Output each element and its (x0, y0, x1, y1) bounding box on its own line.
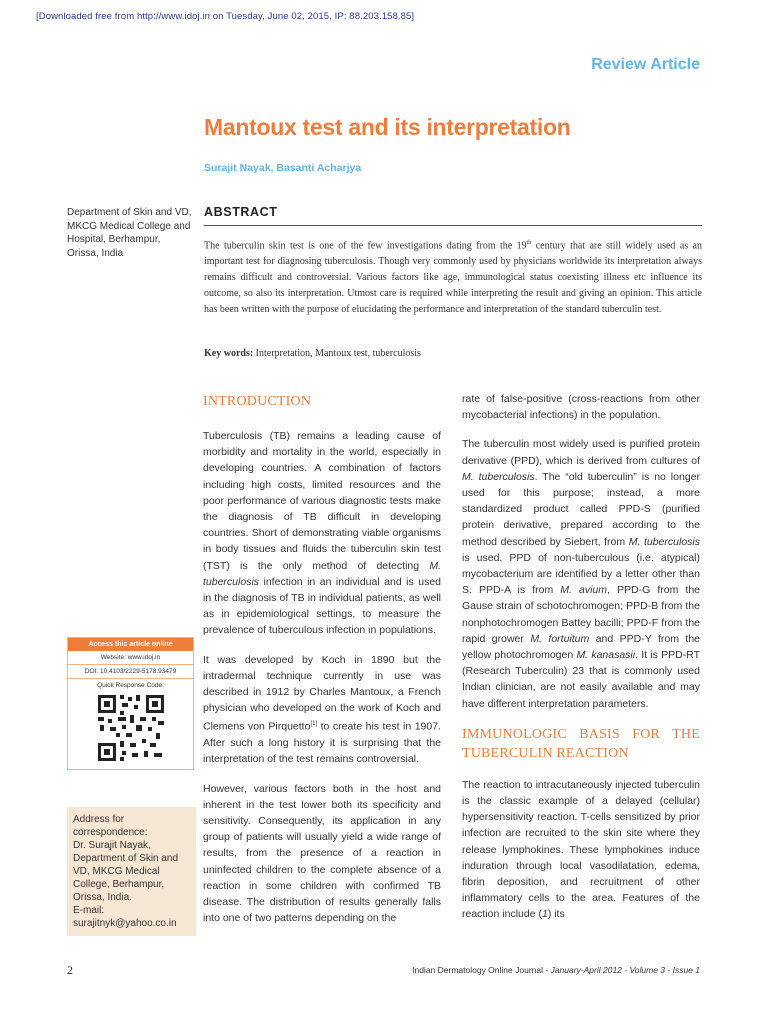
col2-paragraph-1: rate of false-positive (cross-reactions from other mycobacterial infections) in the population. (462, 393, 700, 422)
author-list[interactable]: Surajit Nayak, Basanti Acharjya (204, 162, 362, 174)
introduction-body (203, 428, 441, 939)
abstract-text: The tuberculin skin test is one of the few investigations dating from the 19th century that are still widely used as an important test for diagnosing tuberculosis. Though very commonly used by physicians worldwide its interpretation always remains difficult and controversial. Various factors like age, immunological status coexisting illness etc influence its outcome, so also its interpretation. Utmost care is required while interpreting the result and giving an opinion. This article has been written with the purpose of elucidating the performance and interpretation of the standard tuberculin test. (204, 240, 702, 315)
correspondence-body: Dr. Surajit Nayak, Department of Skin and VD, MKCG Medical College, Berhampur, Orissa, India. (73, 840, 179, 903)
keywords (204, 348, 421, 359)
qr-label: Quick Response Code: (97, 682, 164, 689)
correspondence-label: Address for correspondence: (73, 814, 148, 838)
intro-paragraph-1: Tuberculosis (TB) remains a leading cause of morbidity and mortality in the world, especially in developing countries. A combination of factors including high costs, limited resources and the poor performance of various diagnostic tests make the diagnosis of TB difficult in developing countries. Short of demonstrating viable organisms in body tissues and fluids the tuberculin skin test (TST) is the only method of detecting M. tuberculosis infection in an individual and is used in the diagnosis of TB in individual patients, as well as in epidemiological settings, to measure the prevalence of tuberculous infection in populations. (203, 430, 441, 637)
immunologic-heading: IMMUNOLOGIC BASIS FOR THE TUBERCULIN REACTION (462, 726, 700, 761)
access-article-box (67, 637, 194, 770)
abstract-divider (204, 225, 702, 226)
qr-code-icon[interactable] (96, 693, 166, 763)
intro-paragraph-2: It was developed by Koch in 1890 but the intradermal technique currently in use was described in 1912 by Charles Mantoux, a French physician who developed on the work of Koch and Clemens von Pirquetto[1] to create his test in 1907. After such a long history it is surprising that the interpretation of the test remains controversial. (203, 653, 441, 766)
intro-paragraph-3: However, various factors both in the host and inherent in the test lower both its specificity and sensitivity. Consequently, its application in any group of patients will usually yield a wide range of results, from the presence of a reaction in uninfected children to the complete absence of a reaction in some children with confirmed TB disease. The distribution of results generally falls into one of two patterns depending on the (203, 782, 441, 925)
article-type-label: Review Article (591, 56, 700, 73)
right-column-body (462, 391, 700, 936)
download-note: [Downloaded free from http://www.idoj.in on Tuesday, June 02, 2015, IP: 88.203.158.85] (36, 11, 415, 22)
keywords-value: Interpretation, Mantoux test, tuberculosis (253, 348, 421, 359)
access-heading: Access this article online (68, 638, 193, 651)
email-label: E-mail: (73, 905, 105, 916)
introduction-heading: INTRODUCTION (203, 394, 312, 409)
article-title: Mantoux test and its interpretation (204, 114, 571, 140)
abstract-heading: ABSTRACT (204, 205, 278, 219)
author-affiliation: Department of Skin and VD, MKCG Medical College and Hospital, Berhampur, Orissa, India (67, 207, 192, 259)
reference-link[interactable]: [1] (310, 721, 318, 728)
journal-footer: Indian Dermatology Online Journal - January-April 2012 - Volume 3 - Issue 1 (412, 965, 700, 975)
correspondence-box (67, 807, 196, 936)
email-link[interactable]: surajitnyk@yahoo.co.in (73, 918, 177, 929)
doi-link[interactable]: DOI: 10.4103/2229-5178.93479 (68, 665, 193, 679)
keywords-label: Key words: (204, 348, 254, 359)
website-link[interactable]: Website: www.idoj.in (68, 651, 193, 665)
col2-paragraph-3: The reaction to intracutaneously injected tuberculin is the classic example of a delayed (cellular) hypersensitivity reaction. T-cells sensitized by prior infection are recruited to the skin site where they release lymphokines. These lymphokines induce induration through local vasodilatation, edema, fibrin deposition, and recruitment of other inflammatory cells to the area. Features of the reaction include (1) its (462, 778, 700, 921)
page-number: 2 (67, 963, 73, 977)
col2-paragraph-2: The tuberculin most widely used is purified protein derivative (PPD), which is derived from cultures of M. tuberculosis. The “old tuberculin” is no longer used for this purpose; instead, a more standardized product called PPD-S (purified protein derivative, prepared according to the method described by Siebert, from M. tuberculosis is used. PPD of non-tuberculous (i.e. atypical) mycobacterium are identified by a letter other than S. PPD-A is from M. avium, PPD-G from the Gause strain of schotochromogen; PPD-B from the nonphotochromogen Battey bacilli; PPD-F from the rapid grower M. fortuitum and PPD-Y from the yellow photochromogen M. kanasasii. It is PPD-RT (Research Tuberculin) 23 that is commonly used Indian clinician, are not easily available and may have different interpretation parameters. (462, 438, 701, 710)
